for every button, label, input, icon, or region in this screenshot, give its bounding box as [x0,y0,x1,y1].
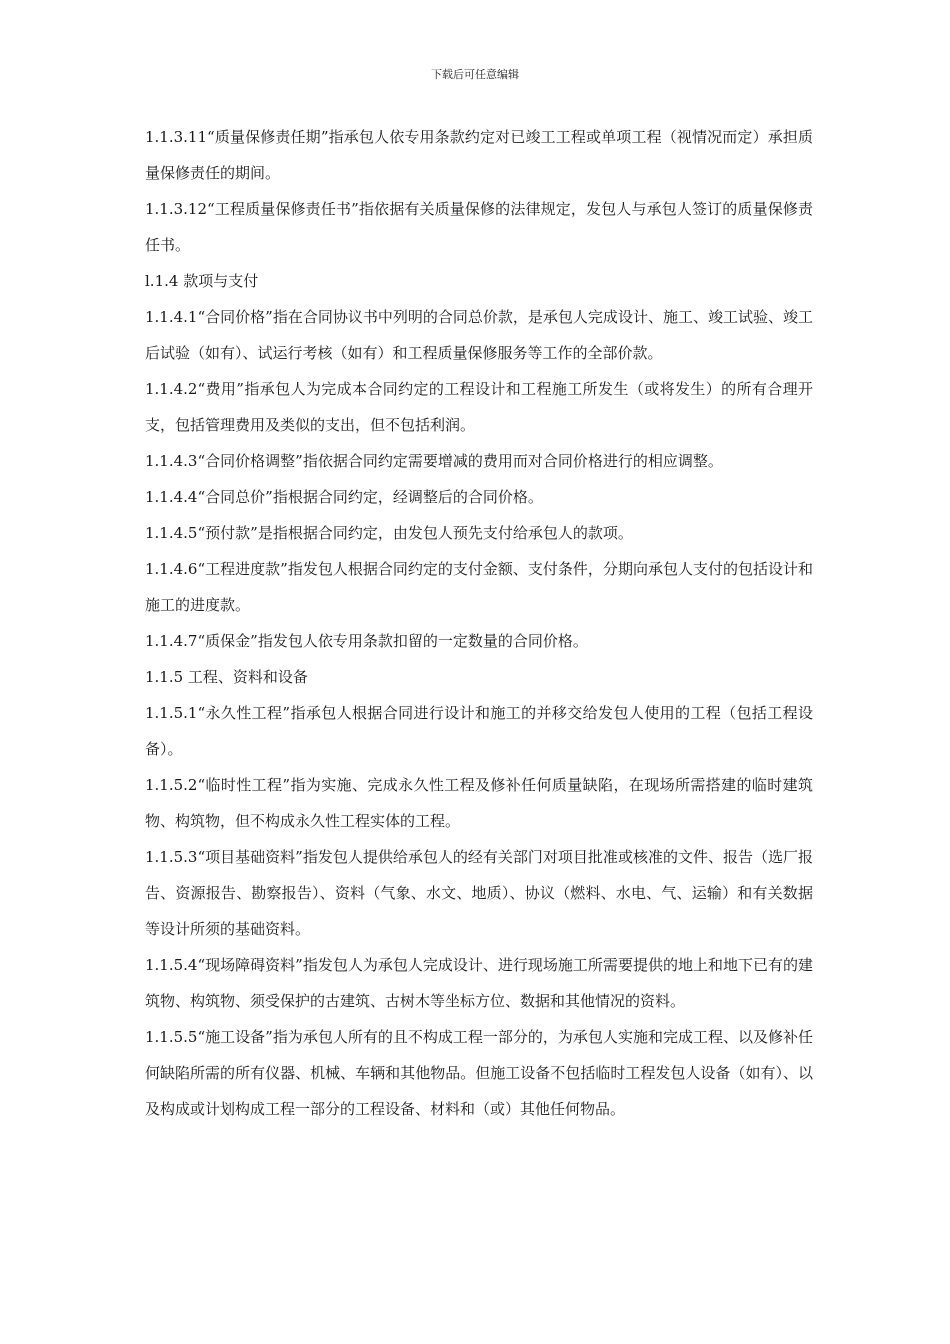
clause-1-1-4-2: 1.1.4.2“费用”指承包人为完成本合同约定的工程设计和工程施工所发生（或将发生）的所有合理开支，包括管理费用及类似的支出，但不包括利润。 [145,380,813,434]
clause-1-1-4-6: 1.1.4.6“工程进度款”指发包人根据合同约定的支付金额、支付条件，分期向承包人支付的包括设计和施工的进度款。 [145,560,813,614]
clause-1-1-5-5: 1.1.5.5“施工设备”指为承包人所有的且不构成工程一部分的，为承包人实施和完成工程、以及修补任何缺陷所需的所有仪器、机械、车辆和其他物品。但施工设备不包括临时工程发包人设备（如有）、以及构成或计划构成工程一部分的工程设备、材料和（或）其他任何物品。 [145,1028,813,1118]
clause-1-1-5-3: 1.1.5.3“项目基础资料”指发包人提供给承包人的经有关部门对项目批准或核准的文件、报告（选厂报告、资源报告、勘察报告）、资料（气象、水文、地质）、协议（燃料、水电、气、运输）和有关数据等设计所须的基础资料。 [145,848,813,938]
clause-1-1-3-11: 1.1.3.11“质量保修责任期”指承包人依专用条款约定对已竣工工程或单项工程（视情况而定）承担质量保修责任的期间。 [145,128,813,182]
section-heading-1-1-4: l.1.4 款项与支付 [145,272,259,290]
clause-1-1-5-2: 1.1.5.2“临时性工程”指为实施、完成永久性工程及修补任何质量缺陷，在现场所需搭建的临时建筑物、构筑物，但不构成永久性工程实体的工程。 [145,776,813,830]
clause-1-1-4-7: 1.1.4.7“质保金”指发包人依专用条款扣留的一定数量的合同价格。 [145,632,588,650]
section-heading-1-1-5: 1.1.5 工程、资料和设备 [145,668,308,686]
page-header-note: 下载后可任意编辑 [431,68,519,81]
document-body [145,119,813,1127]
clause-1-1-4-5: 1.1.4.5“预付款”是指根据合同约定，由发包人预先支付给承包人的款项。 [145,524,633,542]
clause-1-1-4-3: 1.1.4.3“合同价格调整”指依据合同约定需要增减的费用而对合同价格进行的相应调整。 [145,452,723,470]
clause-1-1-5-1: 1.1.5.1“永久性工程”指承包人根据合同进行设计和施工的并移交给发包人使用的工程（包括工程设备）。 [145,704,813,758]
clause-1-1-5-4: 1.1.5.4“现场障碍资料”指发包人为承包人完成设计、进行现场施工所需要提供的地上和地下已有的建筑物、构筑物、须受保护的古建筑、古树木等坐标方位、数据和其他情况的资料。 [145,956,813,1010]
clause-1-1-4-4: 1.1.4.4“合同总价”指根据合同约定，经调整后的合同价格。 [145,488,543,506]
clause-1-1-4-1: 1.1.4.1“合同价格”指在合同协议书中列明的合同总价款，是承包人完成设计、施工、竣工试验、竣工后试验（如有）、试运行考核（如有）和工程质量保修服务等工作的全部价款。 [145,308,813,362]
clause-1-1-3-12: 1.1.3.12“工程质量保修责任书”指依据有关质量保修的法律规定，发包人与承包人签订的质量保修责任书。 [145,200,813,254]
